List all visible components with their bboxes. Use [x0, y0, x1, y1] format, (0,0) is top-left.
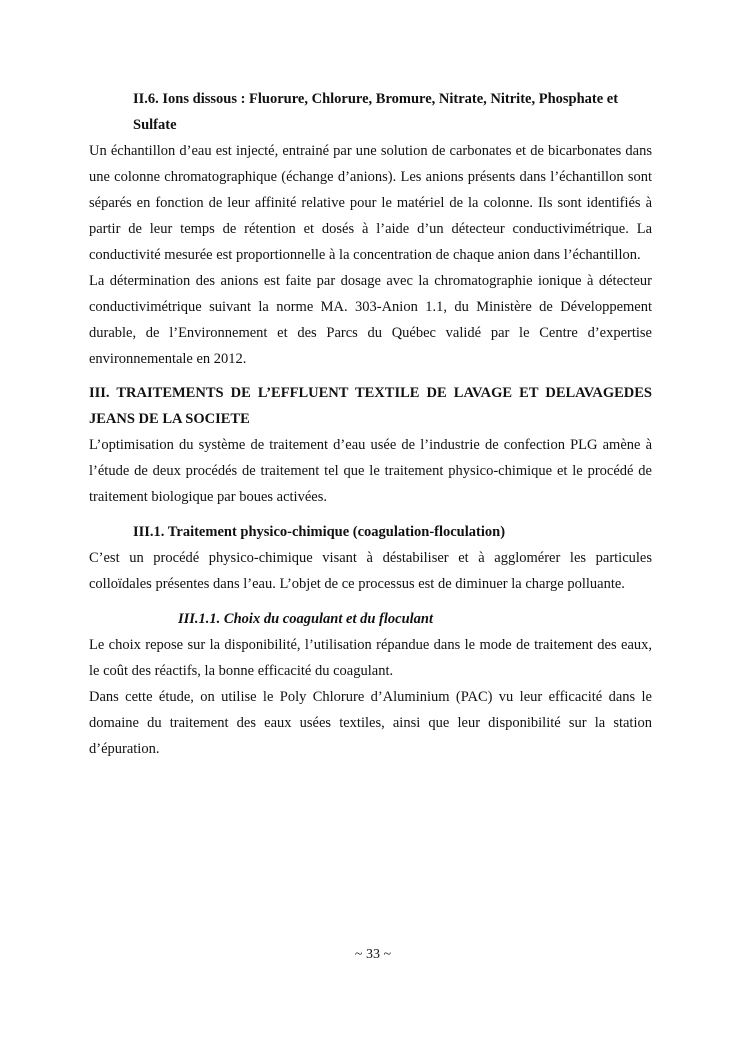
- section-heading-iii: III. TRAITEMENTS DE L’EFFLUENT TEXTILE DE LAVAGE ET DELAVAGEDES JEANS DE LA SOCIETE: [89, 385, 652, 427]
- page-content: [89, 86, 652, 762]
- section-heading-ii-6: II.6. Ions dissous : Fluorure, Chlorure, Bromure, Nitrate, Nitrite, Phosphate et Sulfate: [133, 91, 619, 133]
- section-heading-iii-1-1: III.1.1. Choix du coagulant et du floculant: [178, 611, 434, 627]
- paragraph-treatment-intro: L’optimisation du système de traitement d’eau usée de l’industrie de confection PLG amène à l’étude de deux procédés de traitement tel que le traitement physico-chimique et le procédé de traitement biologique par boues activées.: [89, 437, 652, 505]
- paragraph-ions-method: Un échantillon d’eau est injecté, entrainé par une solution de carbonates et de bicarbonates dans une colonne chromatographique (échange d’anions). Les anions présents dans l’échantillon sont séparés en fonction de leur affinité relative pour le matériel de la colonne. Ils sont identifiés à partir de leur temps de rétention et dosés à l’aide d’un détecteur conductivimétrique. La conductivité mesurée est proportionnelle à la concentration de chaque anion dans l’échantillon.: [89, 143, 652, 263]
- section-heading-iii-1: III.1. Traitement physico-chimique (coagulation-floculation): [133, 524, 506, 540]
- page-number: ~ 33 ~: [354, 947, 392, 962]
- paragraph-physico-chemical: C’est un procédé physico-chimique visant à déstabiliser et à agglomérer les particules colloïdales présentes dans l’eau. L’objet de ce processus est de diminuer la charge polluante.: [89, 550, 652, 592]
- paragraph-pac-usage: Dans cette étude, on utilise le Poly Chlorure d’Aluminium (PAC) vu leur efficacité dans le domaine du traitement des eaux usées textiles, ainsi que leur disponibilité sur la station d’épuration.: [89, 689, 652, 757]
- paragraph-coagulant-choice: Le choix repose sur la disponibilité, l’utilisation répandue dans le mode de traitement des eaux, le coût des réactifs, la bonne efficacité du coagulant.: [89, 637, 652, 679]
- paragraph-ions-standard: La détermination des anions est faite par dosage avec la chromatographie ionique à détecteur conductivimétrique suivant la norme MA. 303-Anion 1.1, du Ministère de Développement durable, de l’Environnement et des Parcs du Québec validé par le Centre d’expertise environnementale en 2012.: [89, 273, 652, 367]
